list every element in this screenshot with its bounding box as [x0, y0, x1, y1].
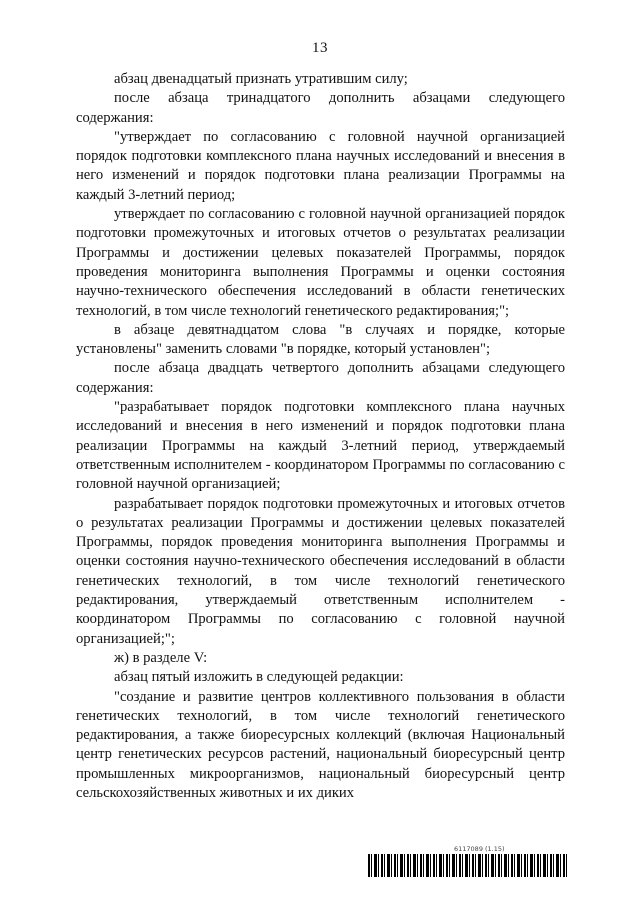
paragraph: абзац двенадцатый признать утратившим силу;: [114, 71, 408, 87]
paragraph: "разрабатывает порядок подготовки комплексного плана научных исследований и внесения в него изменений и порядок подготовки плана реализации Программы на каждый 3-летний период, утверждаемый ответственным исполнителем - координатором Программы по согласованию с головной научной организацией;: [76, 399, 565, 493]
paragraph: абзац пятый изложить в следующей редакции:: [114, 669, 404, 686]
paragraph: в абзаце девятнадцатом слова "в случаях и порядке, которые установлены" заменить словами "в порядке, который установлен";: [76, 321, 565, 358]
paragraph: ж) в разделе V:: [114, 649, 208, 666]
paragraph: "утверждает по согласованию с головной научной организацией порядок подготовки комплексного плана научных исследований и внесения в него изменений и порядок подготовки плана реализации Программы на каждый 3-летний период;: [76, 128, 565, 203]
paragraph: после абзаца двадцать четвертого дополнить абзацами следующего содержания:: [76, 360, 565, 396]
paragraph: утверждает по согласованию с головной научной организацией порядок подготовки промежуточных и итоговых отчетов о результатах реализации Программы и достижении целевых показателей Программы, порядок проведения мониторинга выполнения Программы и оценки состояния научно-технического обеспечения исследований в области генетических технологий, в том числе технологий генетического редактирования;";: [76, 206, 565, 319]
paragraph: "создание и развитие центров коллективного пользования в области генетических технологий, в том числе технологий генетического редактирования, а также биоресурсных коллекций (включая Национальный центр генетических ресурсов растений, национальный биоресурсный центр промышленных микроорганизмов, национальный биоресурсный центр сельскохозяйственных животных и их диких: [76, 688, 565, 801]
paragraph: разрабатывает порядок подготовки промежуточных и итоговых отчетов о результатах реализации Программы и достижении целевых показателей Программы, порядок проведения мониторинга выполнения Программы и оценки состояния научно-технического обеспечения исследований в области генетических технологий, в том числе технологий генетического редактирования, утверждаемый ответственным исполнителем - координатором Программы по согласованию с головной научной организацией;";: [76, 495, 565, 647]
page-number: 13: [312, 40, 328, 56]
barcode-label: 6117089 (1.15): [454, 845, 505, 853]
document-body: [76, 70, 565, 803]
barcode-icon: [368, 854, 568, 877]
paragraph: после абзаца тринадцатого дополнить абзацами следующего содержания:: [76, 90, 565, 126]
